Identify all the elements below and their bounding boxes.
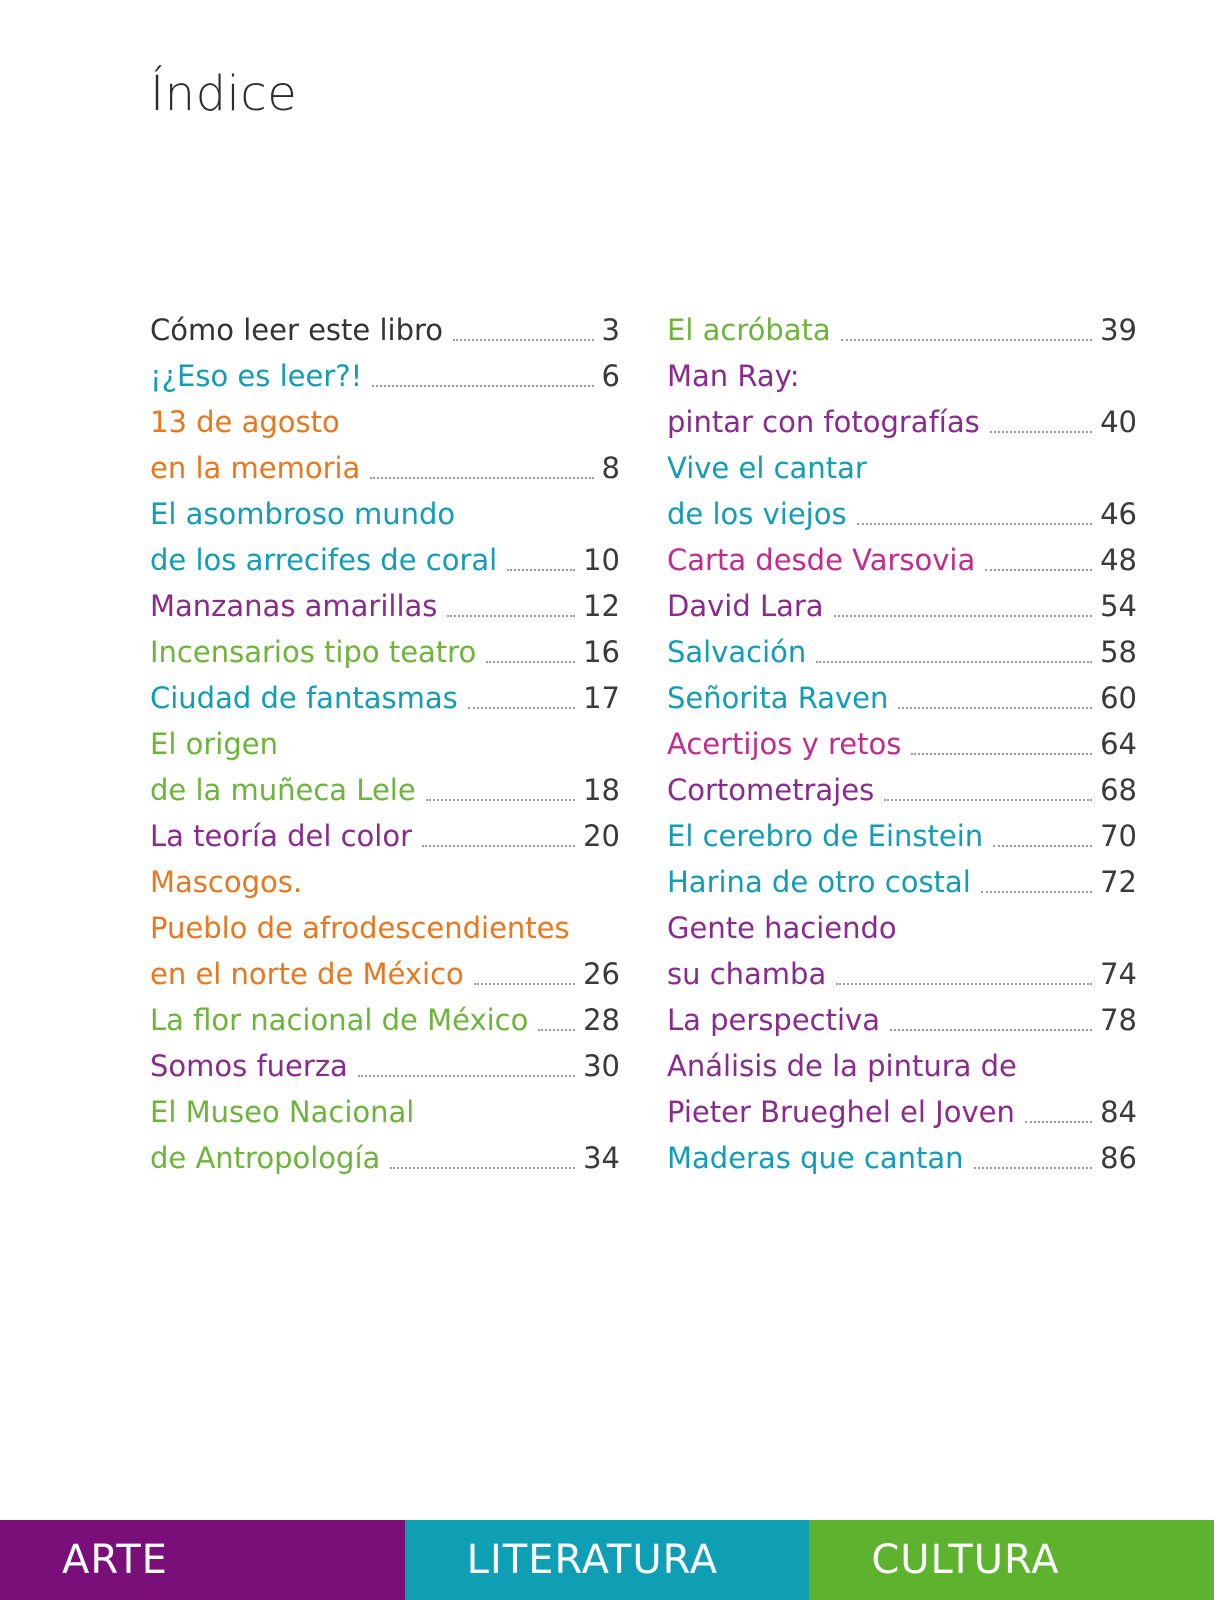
toc-page-number: 16 xyxy=(583,635,620,669)
toc-entry-title: Incensarios tipo teatro xyxy=(150,635,477,669)
toc-entry[interactable] xyxy=(667,491,1137,537)
toc-page-number: 84 xyxy=(1100,1095,1137,1129)
toc-entry-title: Pieter Brueghel el Joven xyxy=(667,1095,1015,1129)
toc-entry[interactable] xyxy=(667,629,1137,675)
toc-page-number: 74 xyxy=(1100,957,1137,991)
toc-entry-title: Maderas que cantan xyxy=(667,1141,964,1175)
toc-entry[interactable] xyxy=(150,399,620,445)
toc-dot-leader xyxy=(841,339,1092,341)
toc-entry[interactable] xyxy=(667,721,1137,767)
toc-entry[interactable] xyxy=(667,1135,1137,1181)
toc-entry-title: pintar con fotografías xyxy=(667,405,980,439)
toc-page-number: 58 xyxy=(1100,635,1137,669)
toc-entry[interactable] xyxy=(667,951,1137,997)
toc-page-number: 17 xyxy=(583,681,620,715)
toc-entry-title: El asombroso mundo xyxy=(150,497,456,531)
toc-dot-leader xyxy=(468,707,575,709)
toc-page-number: 60 xyxy=(1100,681,1137,715)
toc-page-number: 46 xyxy=(1100,497,1137,531)
toc-entry-title: Vive el cantar xyxy=(667,451,867,485)
toc-page-number: 86 xyxy=(1100,1141,1137,1175)
toc-entry[interactable] xyxy=(150,813,620,859)
toc-entry-title: Cómo leer este libro xyxy=(150,313,444,347)
toc-entry[interactable] xyxy=(667,675,1137,721)
toc-entry[interactable] xyxy=(150,445,620,491)
toc-dot-leader xyxy=(426,799,575,801)
toc-entry-title: Manzanas amarillas xyxy=(150,589,438,623)
toc-column-right xyxy=(667,307,1137,1181)
toc-page-number: 8 xyxy=(601,451,620,485)
toc-entry[interactable] xyxy=(667,353,1137,399)
toc-entry-title: de la muñeca Lele xyxy=(150,773,416,807)
toc-dot-leader xyxy=(538,1029,575,1031)
toc-dot-leader xyxy=(390,1167,575,1169)
toc-entry[interactable] xyxy=(150,859,620,905)
section-cultura-label: CULTURA xyxy=(871,1537,1060,1583)
toc-entry[interactable] xyxy=(150,767,620,813)
toc-entry-title: Carta desde Varsovia xyxy=(667,543,976,577)
toc-entry[interactable] xyxy=(667,1089,1137,1135)
toc-entry[interactable] xyxy=(150,951,620,997)
toc-entry-title: de los viejos xyxy=(667,497,847,531)
toc-entry[interactable] xyxy=(150,307,620,353)
toc-page-number: 70 xyxy=(1100,819,1137,853)
toc-page-number: 54 xyxy=(1100,589,1137,623)
toc-entry[interactable] xyxy=(150,353,620,399)
toc-entry[interactable] xyxy=(667,445,1137,491)
toc-entry[interactable] xyxy=(150,583,620,629)
toc-entry[interactable] xyxy=(150,721,620,767)
toc-entry[interactable] xyxy=(150,997,620,1043)
toc-entry-title: su chamba xyxy=(667,957,827,991)
toc-entry-title: La flor nacional de México xyxy=(150,1003,529,1037)
toc-dot-leader xyxy=(985,569,1092,571)
toc-page-number: 48 xyxy=(1100,543,1137,577)
toc-dot-leader xyxy=(890,1029,1092,1031)
toc-entry-title: Harina de otro costal xyxy=(667,865,971,899)
toc-dot-leader xyxy=(816,661,1092,663)
toc-entry[interactable] xyxy=(667,537,1137,583)
toc-dot-leader xyxy=(447,615,575,617)
toc-page-number: 34 xyxy=(583,1141,620,1175)
toc-dot-leader xyxy=(474,983,575,985)
toc-page-number: 3 xyxy=(601,313,620,347)
toc-entry-title: Pueblo de afrodescendientes xyxy=(150,911,570,945)
toc-entry-title: El origen xyxy=(150,727,278,761)
toc-entry-title: Señorita Raven xyxy=(667,681,889,715)
toc-page-number: 39 xyxy=(1100,313,1137,347)
toc-page-number: 12 xyxy=(583,589,620,623)
toc-dot-leader xyxy=(836,983,1092,985)
toc-entry-title: 13 de agosto xyxy=(150,405,340,439)
toc-entry[interactable] xyxy=(150,905,620,951)
toc-entry[interactable] xyxy=(667,307,1137,353)
toc-entry-title: La perspectiva xyxy=(667,1003,880,1037)
toc-dot-leader xyxy=(911,753,1092,755)
toc-page-number: 28 xyxy=(583,1003,620,1037)
section-arte-label: ARTE xyxy=(62,1537,168,1583)
toc-entry[interactable] xyxy=(667,583,1137,629)
toc-entry[interactable] xyxy=(667,1043,1137,1089)
toc-entry-title: Man Ray: xyxy=(667,359,800,393)
toc-dot-leader xyxy=(834,615,1093,617)
toc-dot-leader xyxy=(507,569,575,571)
section-cultura xyxy=(809,1520,1214,1600)
toc-entry[interactable] xyxy=(667,399,1137,445)
toc-entry-title: El acróbata xyxy=(667,313,831,347)
toc-dot-leader xyxy=(358,1075,575,1077)
toc-entry[interactable] xyxy=(667,859,1137,905)
toc-dot-leader xyxy=(1025,1121,1092,1123)
toc-page-number: 10 xyxy=(583,543,620,577)
toc-page-number: 20 xyxy=(583,819,620,853)
section-literatura-label: LITERATURA xyxy=(466,1537,719,1583)
toc-dot-leader xyxy=(453,339,594,341)
toc-entry[interactable] xyxy=(667,997,1137,1043)
toc-entry-title: en el norte de México xyxy=(150,957,464,991)
toc-page-number: 68 xyxy=(1100,773,1137,807)
toc-entry-title: de Antropología xyxy=(150,1141,381,1175)
toc-page-number: 26 xyxy=(583,957,620,991)
page-title: Índice xyxy=(150,66,298,122)
toc-page-number: 64 xyxy=(1100,727,1137,761)
toc-dot-leader xyxy=(884,799,1092,801)
toc-page-number: 6 xyxy=(601,359,620,393)
toc-dot-leader xyxy=(974,1167,1093,1169)
toc-entry-title: La teoría del color xyxy=(150,819,413,853)
toc-entry-title: Gente haciendo xyxy=(667,911,897,945)
toc-dot-leader xyxy=(898,707,1092,709)
toc-entry[interactable] xyxy=(150,1043,620,1089)
toc-dot-leader xyxy=(981,891,1092,893)
toc-page-number: 78 xyxy=(1100,1003,1137,1037)
toc-page-number: 72 xyxy=(1100,865,1137,899)
toc-entry[interactable] xyxy=(667,905,1137,951)
toc-dot-leader xyxy=(990,431,1092,433)
toc-entry-title: Cortometrajes xyxy=(667,773,875,807)
toc-entry-title: El cerebro de Einstein xyxy=(667,819,984,853)
toc-entry-title: de los arrecifes de coral xyxy=(150,543,498,577)
toc-entry-title: Somos fuerza xyxy=(150,1049,348,1083)
toc-page-number: 18 xyxy=(583,773,620,807)
toc-entry[interactable] xyxy=(667,813,1137,859)
toc-entry-title: en la memoria xyxy=(150,451,361,485)
toc-entry-title: ¡¿Eso es leer?! xyxy=(150,359,363,393)
section-literatura xyxy=(405,1520,810,1600)
toc-dot-leader xyxy=(422,845,575,847)
toc-entry-title: Análisis de la pintura de xyxy=(667,1049,1017,1083)
toc-entry-title: Ciudad de fantasmas xyxy=(150,681,458,715)
section-arte xyxy=(0,1520,405,1600)
toc-entry-title: Acertijos y retos xyxy=(667,727,902,761)
toc-entry[interactable] xyxy=(150,1135,620,1181)
toc-dot-leader xyxy=(486,661,575,663)
section-footer-bar xyxy=(0,1520,1214,1600)
toc-entry-title: El Museo Nacional xyxy=(150,1095,415,1129)
toc-dot-leader xyxy=(993,845,1092,847)
toc-dot-leader xyxy=(857,523,1093,525)
toc-entry-title: Salvación xyxy=(667,635,807,669)
toc-entry[interactable] xyxy=(150,675,620,721)
toc-entry-title: David Lara xyxy=(667,589,824,623)
toc-dot-leader xyxy=(372,385,593,387)
toc-entry[interactable] xyxy=(150,537,620,583)
toc-entry[interactable] xyxy=(150,491,620,537)
toc-entry[interactable] xyxy=(667,767,1137,813)
toc-page-number: 40 xyxy=(1100,405,1137,439)
toc-entry[interactable] xyxy=(150,629,620,675)
toc-page-number: 30 xyxy=(583,1049,620,1083)
toc-dot-leader xyxy=(370,477,593,479)
toc-entry[interactable] xyxy=(150,1089,620,1135)
toc-column-left xyxy=(150,307,620,1181)
toc-entry-title: Mascogos. xyxy=(150,865,303,899)
